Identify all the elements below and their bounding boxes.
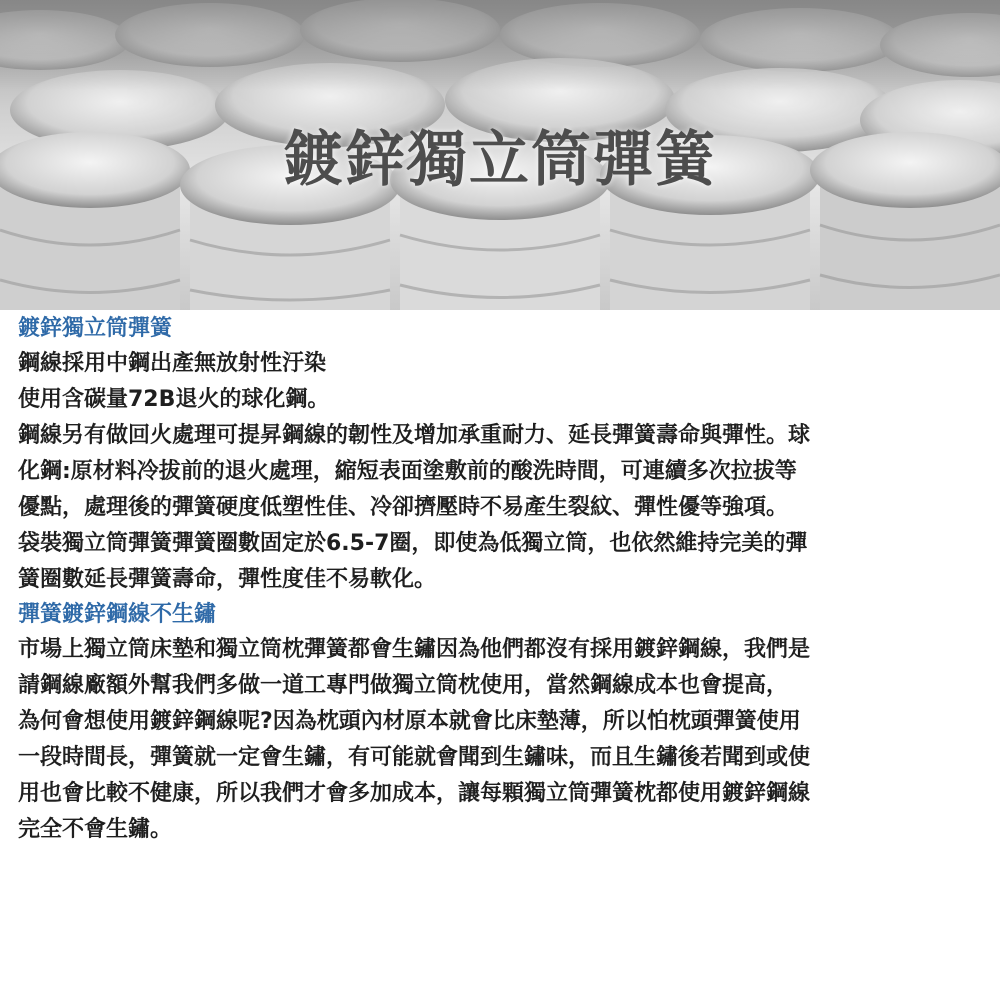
paragraph-line: 鋼線採用中鋼出產無放射性汙染 xyxy=(18,351,327,376)
paragraph-line: 簧圈數延長彈簧壽命，彈性度佳不易軟化。 xyxy=(18,567,437,592)
paragraph-line: 鋼線另有做回火處理可提昇鋼線的韌性及增加承重耐力、延長彈簧壽命與彈性。球 xyxy=(18,423,811,448)
paragraph-line: 化鋼:原材料冷拔前的退火處理，縮短表面塗敷前的酸洗時間，可連續多次拉拔等 xyxy=(18,459,797,484)
section-heading-no-rust: 彈簧鍍鋅鋼線不生鏽 xyxy=(18,602,217,627)
paragraph-line: 為何會想使用鍍鋅鋼線呢?因為枕頭內材原本就會比床墊薄，所以怕枕頭彈簧使用 xyxy=(18,709,801,734)
paragraph-line: 袋裝獨立筒彈簧彈簧圈數固定於6.5-7圈，即使為低獨立筒，也依然維持完美的彈 xyxy=(18,531,808,556)
paragraph-line: 請鋼線廠額外幫我們多做一道工專門做獨立筒枕使用，當然鋼線成本也會提高， xyxy=(18,673,789,698)
paragraph-line: 優點，處理後的彈簧硬度低塑性佳、冷卻擠壓時不易產生裂紋、彈性優等強項。 xyxy=(18,495,789,520)
paragraph-line: 使用含碳量72B退火的球化鋼。 xyxy=(18,387,330,412)
article-body xyxy=(18,312,988,848)
paragraph-line: 完全不會生鏽。 xyxy=(18,817,173,842)
paragraph-line: 一段時間長，彈簧就一定會生鏽，有可能就會聞到生鏽味，而且生鏽後若聞到或使 xyxy=(18,745,811,770)
paragraph-line: 用也會比較不健康，所以我們才會多加成本，讓每顆獨立筒彈簧枕都使用鍍鋅鋼線 xyxy=(18,781,811,806)
paragraph-line: 市場上獨立筒床墊和獨立筒枕彈簧都會生鏽因為他們都沒有採用鍍鋅鋼線，我們是 xyxy=(18,637,811,662)
section-heading-galvanized-spring: 鍍鋅獨立筒彈簧 xyxy=(18,316,173,341)
hero-title: 鍍鋅獨立筒彈簧 xyxy=(283,125,717,195)
hero-banner xyxy=(0,0,1000,310)
